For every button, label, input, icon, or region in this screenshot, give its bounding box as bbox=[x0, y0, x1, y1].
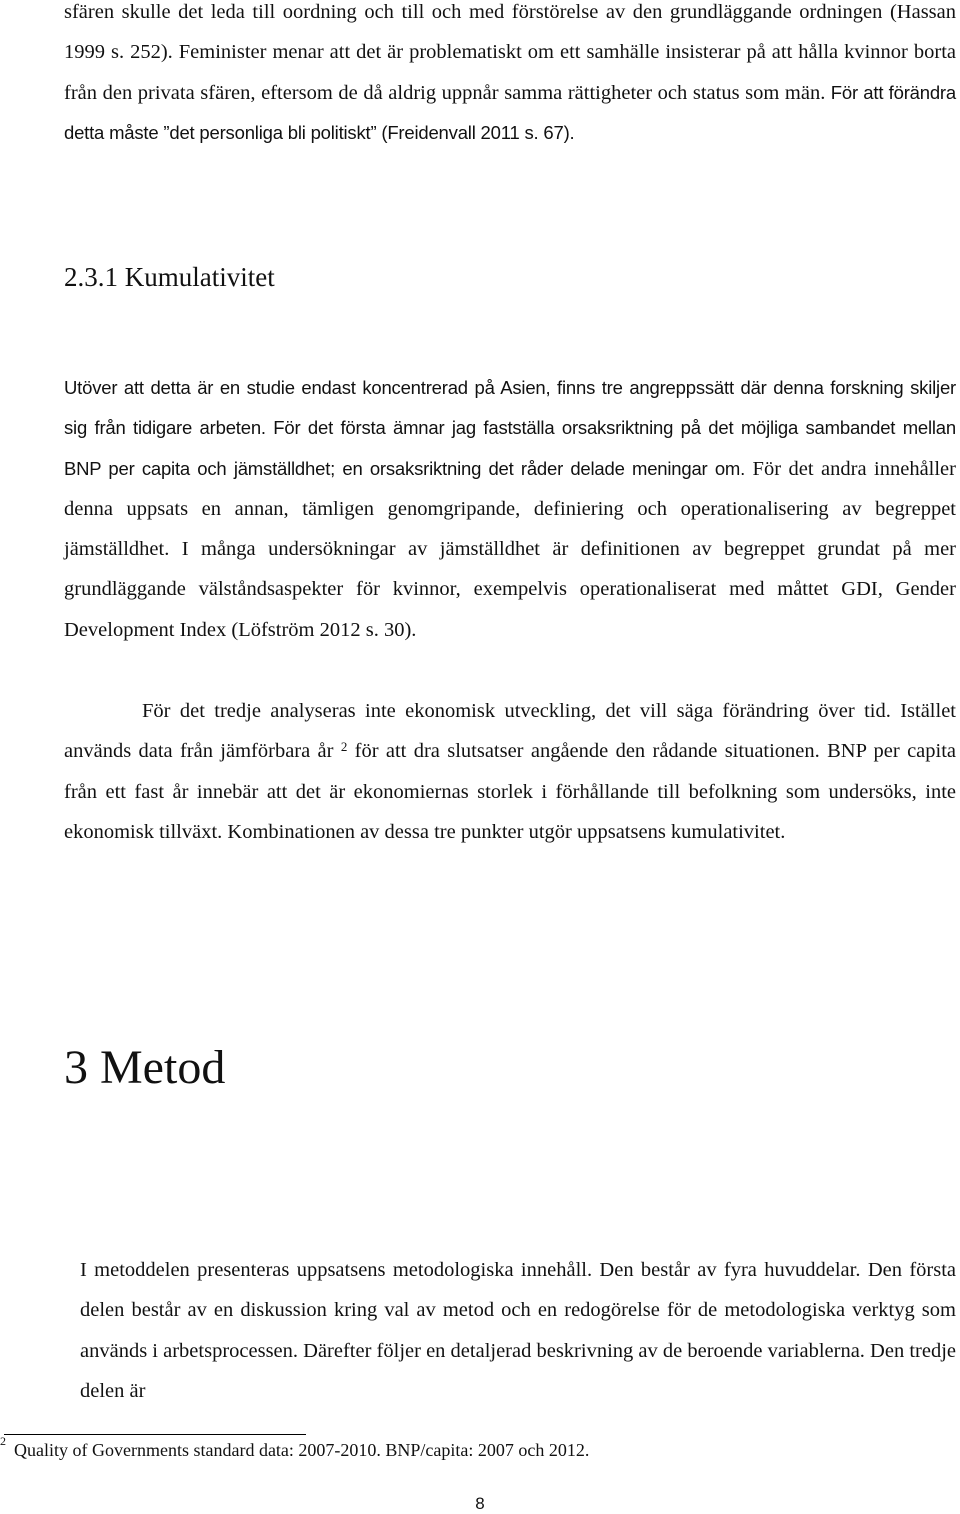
chapter-heading: 3 Metod bbox=[64, 1041, 226, 1094]
paragraph-third-point-after: för att dra slutsatser angående den rådande situationen. BNP per capita från ett fast år innebär att det är ekonomiernas storlek i förhållande till befolkning som undersöks, inte ekonomisk tillväxt. Kombinationen av dessa tre punkter utgör uppsatsens kumulativitet. bbox=[64, 740, 957, 843]
paragraph-kumulativitet bbox=[64, 368, 956, 650]
footnote-divider bbox=[4, 1434, 306, 1435]
paragraph-intro-part1: sfären skulle det leda till oordning och till och med förstörelse av den grundläggande ordningen (Hassan 1999 s. 252). Feminister menar att det är problematiskt om ett samhälle insisterar på att hålla kvinnor borta från den privata sfären, eftersom de då aldrig uppnår samma rättigheter och status som män. bbox=[64, 1, 956, 104]
section-heading: 2.3.1 Kumulativitet bbox=[64, 262, 275, 292]
paragraph-third-point bbox=[64, 691, 956, 852]
paragraph-intro-part2: För att förändra detta måste ”det personliga bli politiskt” (Freidenvall 2011 s. 67). bbox=[64, 81, 956, 143]
footnote bbox=[0, 1434, 590, 1461]
paragraph-kumulativitet-part2: För det första ämnar jag fastställa orsaksriktning på det möjliga sambandet mellan BNP per capita och jämställdhet; en orsaksriktning det råder delade meningar om. bbox=[64, 417, 956, 479]
paragraph-metod: I metoddelen presenteras uppsatsens metodologiska innehåll. Den består av fyra huvuddelar. Den första delen består av en diskussion kring val av metod och en redogörelse för de metodologiska verktyg som används i arbetsprocessen. Därefter följer en detaljerad beskrivning av de beroende variablerna. Den tredje delen är bbox=[80, 1259, 956, 1402]
footnote-marker: 2 bbox=[0, 1434, 6, 1448]
paragraph-intro bbox=[64, 0, 956, 153]
footnote-text: Quality of Governments standard data: 2007-2010. BNP/capita: 2007 och 2012. bbox=[14, 1440, 590, 1460]
paragraph-kumulativitet-part1: Utöver att detta är en studie endast koncentrerad på Asien, finns tre angreppssätt där denna forskning skiljer sig från tidigare arbeten. bbox=[64, 377, 956, 439]
paragraph-kumulativitet-part3: För det andra innehåller denna uppsats en annan, tämligen genomgripande, definiering och operationalisering av begreppet jämställdhet. I många undersökningar av jämställdhet är definitionen av begreppet grundat på mer grundläggande välståndsaspekter för kvinnor, exempelvis operationaliserat med måttet GDI, Gender Development Index (Löfström 2012 s. 30). bbox=[64, 457, 956, 641]
paragraph-third-point-before: För det tredje analyseras inte ekonomisk utveckling, det vill säga förändring över tid. Istället används data från jämförbara år bbox=[64, 700, 956, 763]
footnote-reference: 2 bbox=[340, 739, 348, 755]
page-number: 8 bbox=[475, 1494, 485, 1513]
